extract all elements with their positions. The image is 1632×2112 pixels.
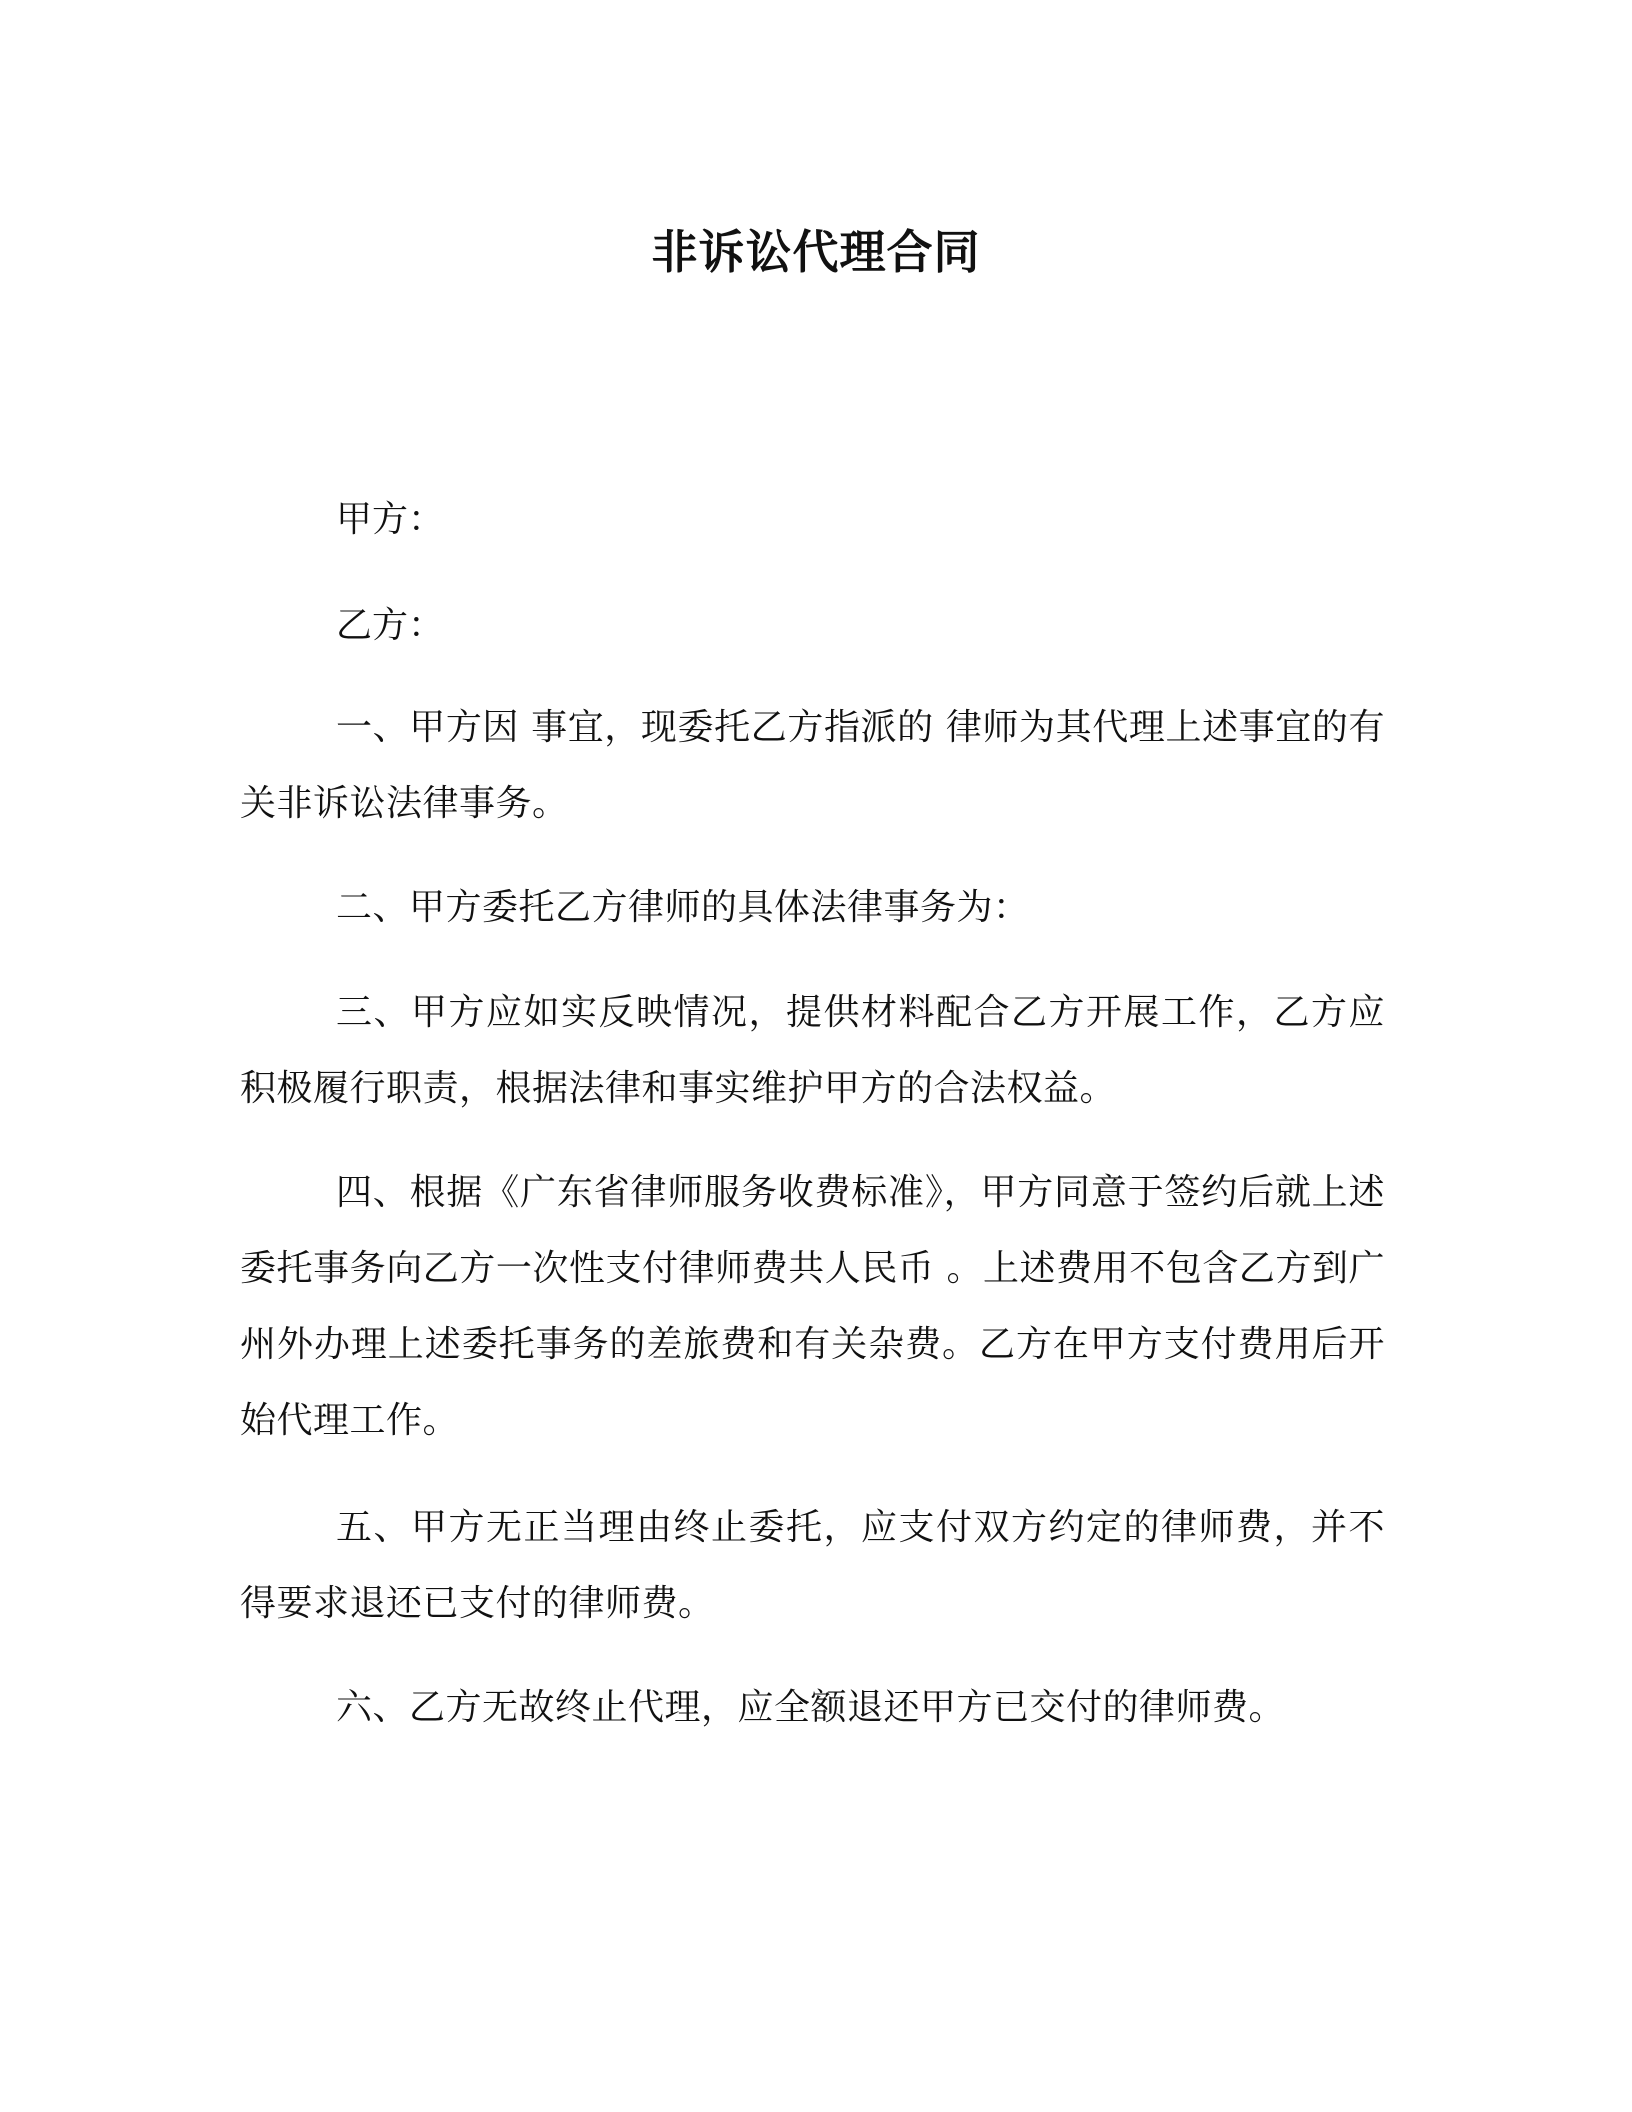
clause-2 (240, 870, 1385, 946)
party-a-label: 甲方： (336, 499, 445, 540)
clause-5 (240, 1490, 1385, 1642)
clause-1 (240, 690, 1385, 842)
clause-6 (240, 1670, 1385, 1746)
clause-text: 五、甲方无正当理由终止委托，应支付双方约定的律师费，并不得要求退还已支付的律师费。 (240, 1507, 1385, 1624)
party-b-label: 乙方： (336, 605, 445, 646)
clause-3 (240, 975, 1385, 1127)
clause-text: 六、乙方无故终止代理，应全额退还甲方已交付的律师费。 (336, 1687, 1286, 1728)
clause-text: 三、甲方应如实反映情况，提供材料配合乙方开展工作，乙方应积极履行职责，根据法律和事实维护甲方的合法权益。 (240, 992, 1385, 1109)
clause-4 (240, 1155, 1385, 1459)
document-title: 非诉讼代理合同 (651, 225, 981, 279)
clause-text: 四、根据《广东省律师服务收费标准》，甲方同意于签约后就上述委托事务向乙方一次性支付律师费共人民币 。上述费用不包含乙方到广州外办理上述委托事务的差旅费和有关杂费。乙方在甲方支付费用后开始代理工作。 (240, 1172, 1385, 1441)
clause-text: 一、甲方因 事宜，现委托乙方指派的 律师为其代理上述事宜的有关非诉讼法律事务。 (240, 707, 1385, 824)
clause-text: 二、甲方委托乙方律师的具体法律事务为： (336, 887, 1030, 928)
